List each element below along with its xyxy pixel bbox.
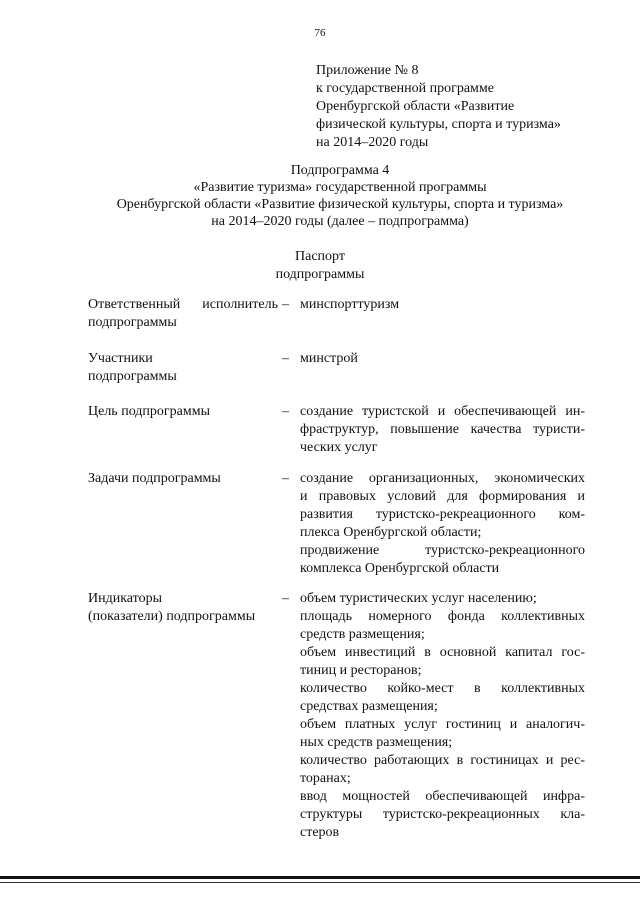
row-value-line: торанах; xyxy=(300,771,351,786)
subprogram-title xyxy=(60,162,620,230)
row-value-line: создание туристской и обеспечивающей ин- xyxy=(300,404,585,419)
row-value xyxy=(300,403,585,457)
row-value-line: объем инвестиций в основной капитал гос- xyxy=(300,645,585,660)
row-value-line: ческих услуг xyxy=(300,440,378,455)
passport-heading-line: Паспорт xyxy=(295,249,345,264)
row-label xyxy=(88,350,278,386)
row-value-line: минстрой xyxy=(300,351,358,366)
appendix-line: Приложение № 8 xyxy=(316,63,419,78)
row-value-line: количество работающих в гостиницах и рес- xyxy=(300,753,585,768)
appendix-line: физической культуры, спорта и туризма» xyxy=(316,117,561,132)
row-label xyxy=(88,470,278,488)
row-value-line: средств размещения; xyxy=(300,627,425,642)
row-value-line: развития туристско-рекреационного ком- xyxy=(300,507,585,522)
subprogram-title-line: на 2014–2020 годы (далее – подпрограмма) xyxy=(211,214,469,229)
subprogram-title-line: Подпрограмма 4 xyxy=(290,163,390,178)
row-value-line: средствах размещения; xyxy=(300,699,438,714)
passport-heading xyxy=(0,248,640,284)
row-label-line: подпрограммы xyxy=(88,315,177,330)
row-dash: – xyxy=(282,404,289,419)
appendix-line: к государственной программе xyxy=(316,81,494,96)
subprogram-title-line: «Развитие туризма» государственной программы xyxy=(193,180,487,195)
row-value-line: объем туристических услуг населению; xyxy=(300,591,537,606)
row-value-line: фраструктур, повышение качества туристи- xyxy=(300,422,585,437)
row-dash: – xyxy=(282,471,289,486)
row-value-line: продвижение туристско-рекреационного xyxy=(300,543,585,558)
row-label xyxy=(88,403,278,421)
row-label xyxy=(88,296,278,332)
row-value-line: создание организационных, экономических xyxy=(300,471,585,486)
row-value-line: ввод мощностей обеспечивающей инфра- xyxy=(300,789,585,804)
row-value-line: структуры туристско-рекреационных кла- xyxy=(300,807,585,822)
row-value xyxy=(300,350,585,368)
row-value-line: ных средств размещения; xyxy=(300,735,453,750)
row-label-line: Задачи подпрограммы xyxy=(88,471,221,486)
bottom-rule-thin xyxy=(0,882,640,883)
row-dash: – xyxy=(282,351,289,366)
row-dash: – xyxy=(282,297,289,312)
row-value-line: площадь номерного фонда коллективных xyxy=(300,609,585,624)
row-dash: – xyxy=(282,591,289,606)
row-label-line: подпрограммы xyxy=(88,369,177,384)
row-value-line: комплекса Оренбургской области xyxy=(300,561,500,576)
appendix-line: на 2014–2020 годы xyxy=(316,135,429,150)
row-value-line: минспорттуризм xyxy=(300,297,400,312)
row-value-line: и правовых условий для формирования и xyxy=(300,489,585,504)
row-value xyxy=(300,470,585,578)
row-value xyxy=(300,296,585,314)
page-number: 76 xyxy=(314,27,326,39)
row-label-line: Индикаторы xyxy=(88,591,162,606)
row-label-line: (показатели) подпрограммы xyxy=(88,609,256,624)
row-value-line: стеров xyxy=(300,825,340,840)
appendix-line: Оренбургской области «Развитие xyxy=(316,99,515,114)
row-value-line: плекса Оренбургской области; xyxy=(300,525,482,540)
row-value-line: тиниц и ресторанов; xyxy=(300,663,422,678)
passport-heading-line: подпрограммы xyxy=(275,267,365,282)
row-value-line: количество койко-мест в коллективных xyxy=(300,681,585,696)
subprogram-title-line: Оренбургской области «Развитие физической культуры, спорта и туризма» xyxy=(116,197,564,212)
appendix-reference xyxy=(316,62,616,152)
row-value xyxy=(300,590,585,842)
bottom-rule xyxy=(0,876,640,879)
row-label-line: Ответственный исполнитель xyxy=(88,297,278,312)
row-label xyxy=(88,590,278,626)
row-value-line: объем платных услуг гостиниц и аналогич- xyxy=(300,717,585,732)
row-label-line: Цель подпрограммы xyxy=(88,404,210,419)
row-label-line: Участники xyxy=(88,351,153,366)
